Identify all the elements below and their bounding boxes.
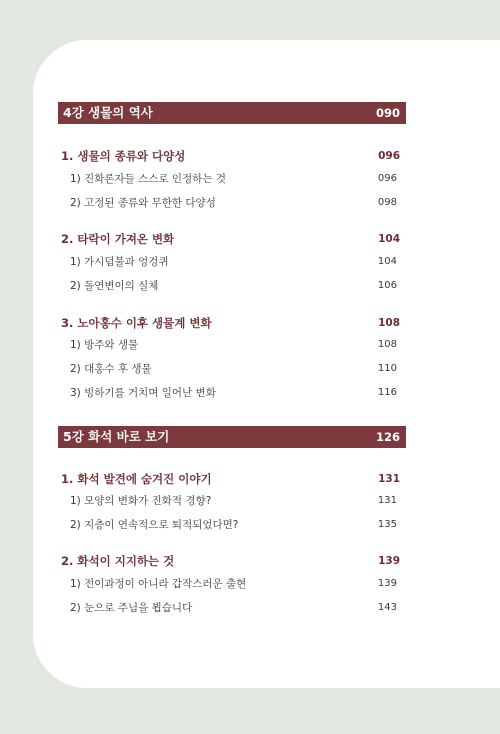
section-title: 2. 화석이 지지하는 것 [61,554,175,568]
toc-section[interactable] [58,315,406,331]
item-page-number: 135 [377,519,397,530]
item-page-number: 139 [377,578,397,589]
chapter-5-header[interactable] [58,426,406,448]
toc-item[interactable] [58,337,406,353]
toc-item[interactable] [58,171,406,187]
section-title: 2. 타락이 가져온 변화 [61,232,175,246]
item-page-number: 104 [377,256,397,267]
toc-item[interactable] [58,361,406,377]
item-title: 2) 지층이 연속적으로 퇴적되었다면? [70,519,239,531]
toc-item[interactable] [58,385,406,401]
section-page-number: 108 [378,317,400,329]
section-page-number: 139 [378,555,400,567]
section-page-number: 104 [378,233,400,245]
toc-item[interactable] [58,517,406,533]
item-page-number: 096 [377,173,397,184]
section-title: 3. 노아홍수 이후 생물계 변화 [61,316,212,330]
item-page-number: 108 [377,339,397,350]
item-title: 1) 진화론자들 스스로 인정하는 것 [70,173,226,185]
section-page-number: 131 [378,473,400,485]
toc-section[interactable] [58,553,406,569]
toc-section[interactable] [58,148,406,164]
section-title: 1. 화석 발견에 숨겨진 이야기 [61,472,212,486]
toc-section[interactable] [58,231,406,247]
section-title: 1. 생물의 종류와 다양성 [61,149,186,163]
toc-item[interactable] [58,254,406,270]
toc-item[interactable] [58,195,406,211]
toc-item[interactable] [58,600,406,616]
chapter-page-number: 126 [375,430,400,444]
item-title: 1) 모양의 변화가 진화적 경향? [70,495,212,507]
item-page-number: 110 [377,363,397,374]
item-title: 1) 방주와 생물 [70,339,139,351]
item-title: 3) 빙하기를 거치며 일어난 변화 [70,387,216,399]
chapter-title: 4강 생물의 역사 [63,105,153,120]
section-page-number: 096 [378,150,400,162]
toc-section[interactable] [58,471,406,487]
toc-item[interactable] [58,493,406,509]
item-page-number: 131 [377,495,397,506]
item-title: 2) 돌연변이의 실체 [70,280,159,292]
item-title: 2) 눈으로 주님을 뵙습니다 [70,602,193,614]
chapter-4-header[interactable] [58,102,406,124]
item-page-number: 143 [377,602,397,613]
chapter-title: 5강 화석 바로 보기 [63,429,170,444]
toc-item[interactable] [58,278,406,294]
item-page-number: 106 [377,280,397,291]
toc-item[interactable] [58,576,406,592]
item-page-number: 116 [377,387,397,398]
item-title: 1) 가시덤불과 엉겅퀴 [70,256,169,268]
item-title: 2) 대홍수 후 생물 [70,363,152,375]
item-page-number: 098 [377,197,397,208]
item-title: 2) 고정된 종류와 무한한 다양성 [70,197,216,209]
item-title: 1) 전이과정이 아니라 갑작스러운 출현 [70,578,247,590]
chapter-page-number: 090 [375,106,400,120]
